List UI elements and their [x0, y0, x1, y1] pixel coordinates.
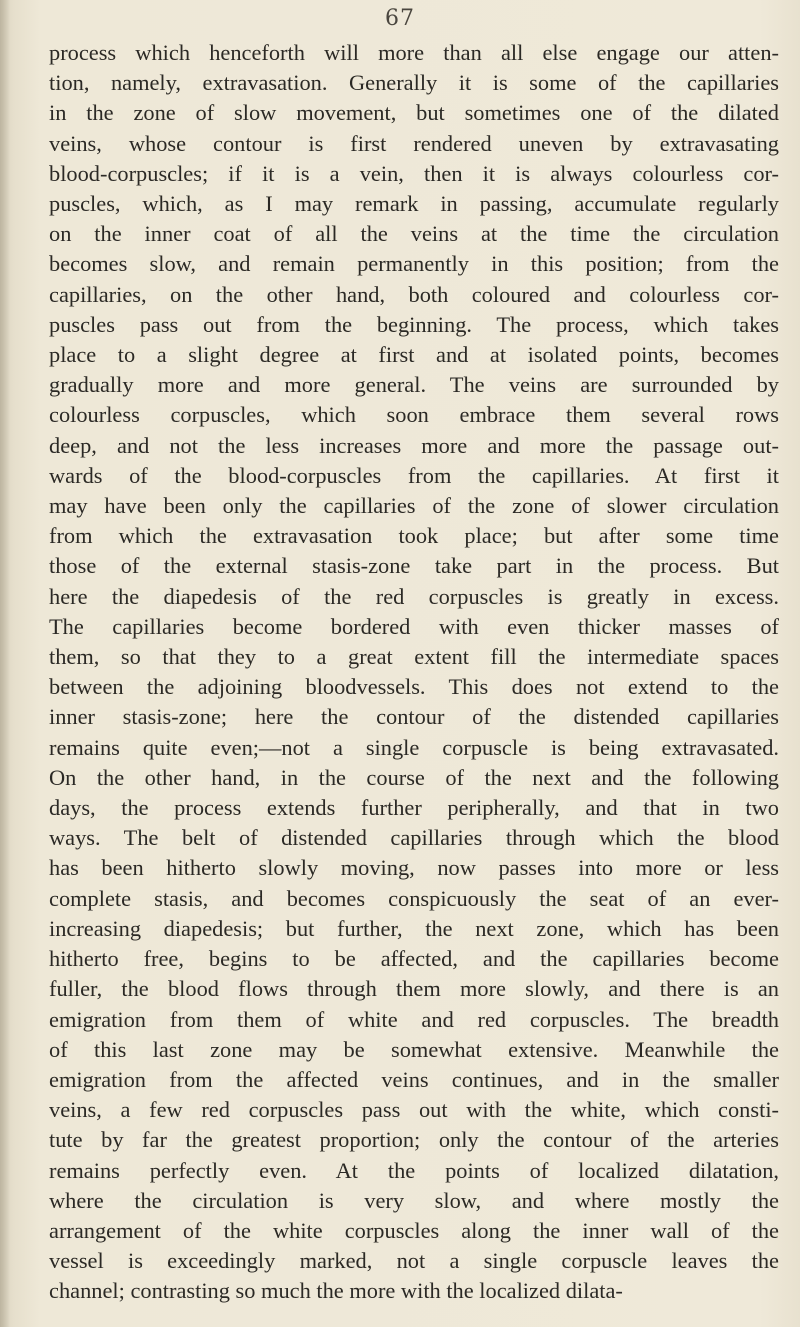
text-line: veins, a few red corpuscles pass out with the white, which consti- — [49, 1097, 779, 1123]
text-line: has been hitherto slowly moving, now passes into more or less — [49, 855, 779, 881]
text-line: vessel is exceedingly marked, not a single corpuscle leaves the — [49, 1248, 779, 1274]
text-line: becomes slow, and remain permanently in this position; from the — [49, 251, 779, 277]
text-line: On the other hand, in the course of the next and the following — [49, 764, 779, 790]
text-line: deep, and not the less increases more and more the passage out- — [49, 432, 779, 458]
text-line: colourless corpuscles, which soon embrace them several rows — [49, 402, 779, 428]
spine-shadow — [0, 0, 10, 1327]
text-line: place to a slight degree at first and at isolated points, becomes — [49, 342, 779, 368]
text-line: puscles pass out from the beginning. The process, which takes — [49, 311, 779, 337]
text-line: them, so that they to a great extent fill the intermediate spaces — [49, 644, 779, 670]
text-line: tion, namely, extravasation. Generally it is some of the capillaries — [49, 70, 779, 96]
text-line: gradually more and more general. The veins are surrounded by — [49, 372, 779, 398]
text-line: emigration from them of white and red corpuscles. The breadth — [49, 1006, 779, 1032]
page-number: 67 — [385, 6, 415, 31]
text-line: wards of the blood-corpuscles from the capillaries. At first it — [49, 462, 779, 488]
text-line: process which henceforth will more than all else engage our atten- — [49, 40, 779, 65]
text-line: increasing diapedesis; but further, the next zone, which has been — [49, 915, 779, 941]
text-line: remains perfectly even. At the points of localized dilatation, — [49, 1157, 779, 1183]
body-paragraph — [49, 38, 779, 1307]
text-line: of this last zone may be somewhat extensive. Meanwhile the — [49, 1036, 779, 1062]
text-line: may have been only the capillaries of the zone of slower circulation — [49, 493, 779, 519]
text-line: between the adjoining bloodvessels. This does not extend to the — [49, 674, 779, 700]
text-line: hitherto free, begins to be affected, and the capillaries become — [49, 946, 779, 972]
text-line: those of the external stasis-zone take part in the process. But — [49, 553, 779, 579]
text-line: emigration from the affected veins continues, and in the smaller — [49, 1066, 779, 1092]
text-line: The capillaries become bordered with even thicker masses of — [49, 613, 779, 639]
text-line: veins, whose contour is first rendered uneven by extravasating — [49, 130, 779, 156]
text-line: capillaries, on the other hand, both coloured and colourless cor- — [49, 281, 779, 307]
text-line: inner stasis-zone; here the contour of the distended capillaries — [49, 704, 779, 730]
text-line: from which the extravasation took place; but after some time — [49, 523, 779, 549]
text-line: fuller, the blood flows through them more slowly, and there is an — [49, 976, 779, 1002]
text-line: puscles, which, as I may remark in passing, accumulate regularly — [49, 191, 779, 217]
text-line: arrangement of the white corpuscles along the inner wall of the — [49, 1217, 779, 1243]
text-line: ways. The belt of distended capillaries through which the blood — [49, 825, 779, 851]
text-line: here the diapedesis of the red corpuscles is greatly in excess. — [49, 583, 779, 609]
text-line: where the circulation is very slow, and where mostly the — [49, 1187, 779, 1213]
text-line: days, the process extends further peripherally, and that in two — [49, 795, 779, 821]
text-line: tute by far the greatest proportion; only the contour of the arteries — [49, 1127, 779, 1153]
text-line: blood-corpuscles; if it is a vein, then it is always colourless cor- — [49, 160, 779, 186]
text-line: channel; contrasting so much the more with the localized dilata- — [49, 1278, 623, 1304]
text-line: remains quite even;—not a single corpuscle is being extravasated. — [49, 734, 779, 760]
text-line: in the zone of slow movement, but sometimes one of the dilated — [49, 100, 779, 126]
text-line: complete stasis, and becomes conspicuously the seat of an ever- — [49, 885, 779, 911]
text-line: on the inner coat of all the veins at the time the circulation — [49, 221, 779, 247]
